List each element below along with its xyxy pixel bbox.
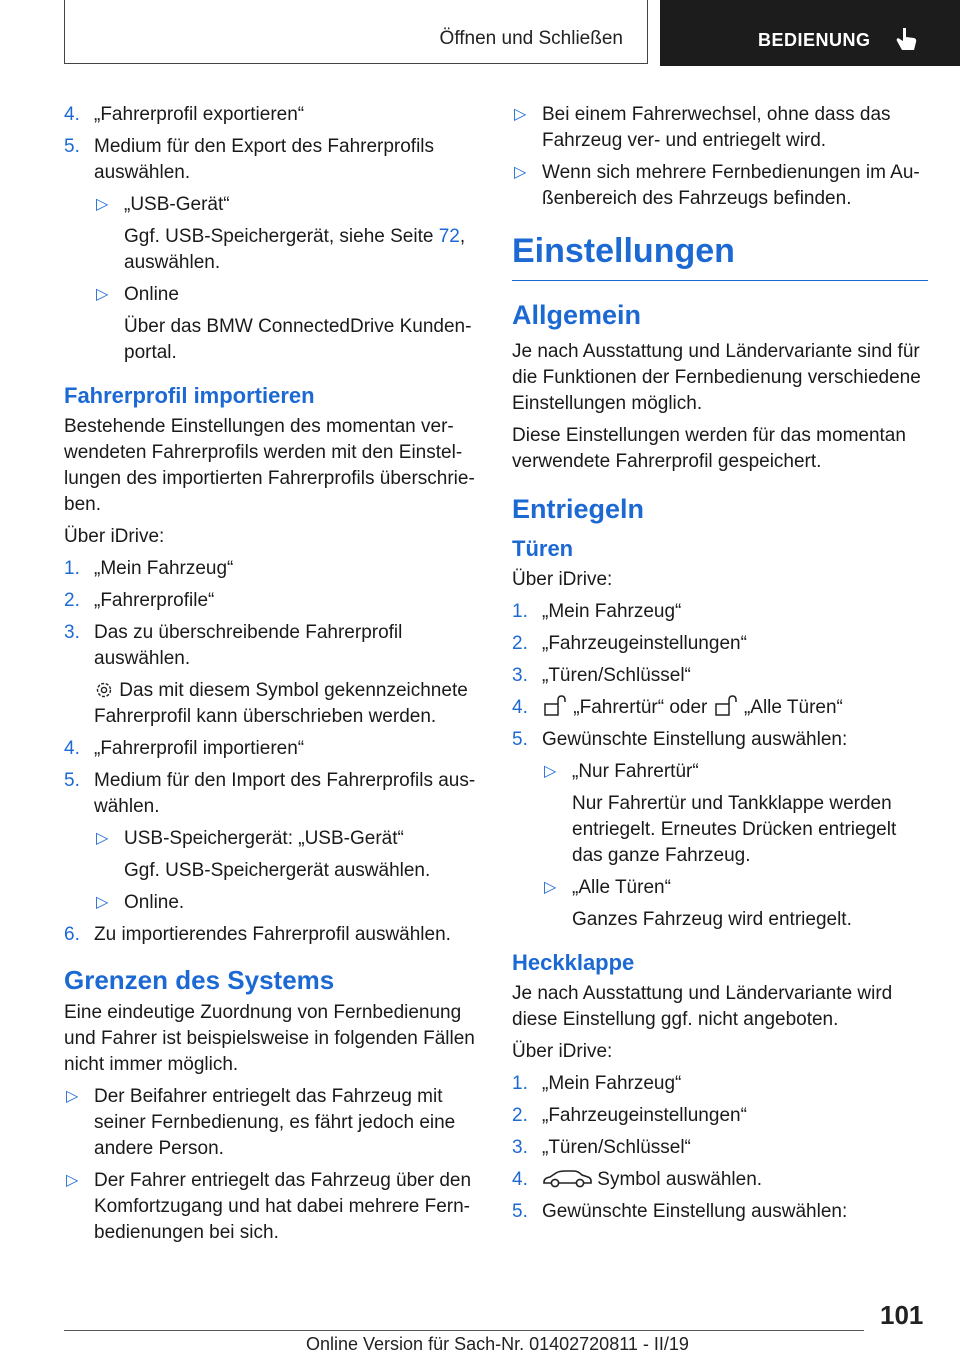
section-header-box — [64, 0, 648, 64]
step-text: „Türen/Schlüssel“ — [542, 665, 691, 686]
chapter-tab-label: BEDIENUNG — [758, 30, 871, 50]
import-steps — [64, 556, 476, 948]
paragraph: Eine eindeutige Zuordnung von Fernbedienung und Fahrer ist beispielsweise in folgenden Fällen nicht immer möglich. — [64, 1002, 475, 1075]
step-text: Symbol auswählen. — [597, 1169, 763, 1190]
option-note: Nur Fahrertür und Tankklappe werden entriegelt. Erneutes Drücken entriegelt das ganze Fahrzeug. — [572, 793, 897, 866]
step-text: „Fahrertür“ oder — [573, 697, 708, 718]
paragraph: Über iDrive: — [512, 1041, 613, 1062]
page-header — [0, 0, 960, 66]
note-text: Das mit diesem Symbol gekennzeichnete Fahrerprofil kann überschrieben werden. — [94, 680, 468, 727]
list-item — [64, 134, 476, 366]
note-text: Ggf. USB-Speichergerät, siehe Seite — [124, 226, 439, 247]
step-number: 5. — [512, 1201, 528, 1222]
export-steps — [64, 102, 476, 366]
list-item — [512, 160, 928, 212]
step-text: „Fahrerprofile“ — [94, 590, 215, 611]
unlocked-padlock-icon — [713, 695, 739, 717]
chapter-heading-settings: Einstellungen — [512, 232, 735, 270]
triangle-bullet-icon: ▷ — [66, 1088, 79, 1105]
list-item — [64, 588, 476, 614]
list-item — [64, 1084, 476, 1162]
step-text: „Fahrzeugeinstellungen“ — [542, 1105, 747, 1126]
list-item — [512, 102, 928, 154]
list-item — [512, 1167, 928, 1193]
step-text: „Alle Türen“ — [743, 697, 843, 718]
step-text: „Fahrerprofil exportieren“ — [94, 104, 305, 125]
car-icon — [542, 1169, 592, 1189]
option-label: Online. — [124, 892, 185, 913]
list-item — [94, 890, 476, 916]
section-heading-general: Allgemein — [512, 300, 642, 330]
gear-icon — [94, 680, 114, 700]
bullet-text: Der Beifahrer entriegelt das Fahrzeug mit seiner Fernbedienung, es fährt jedoch eine andere Person. — [94, 1086, 456, 1159]
bullet-text: Der Fahrer entriegelt das Fahrzeug über den Komfortzugang und hat dabei mehrere Fernbedienungen bei sich. — [94, 1170, 472, 1243]
step-text: Medium für den Import des Fahrerprofils auswählen. — [94, 770, 476, 817]
step-number: 5. — [64, 136, 80, 157]
list-item — [512, 695, 928, 721]
bullet-text: Bei einem Fahrerwechsel, ohne dass das Fahrzeug ver- und entriegelt wird. — [542, 104, 891, 151]
paragraph: Diese Einstellungen werden für das momentan verwendete Fahrerprofil gespeichert. — [512, 425, 906, 472]
step-text: „Mein Fahrzeug“ — [94, 558, 234, 579]
list-item — [94, 282, 476, 366]
option-note: Über das BMW ConnectedDrive Kundenportal. — [124, 316, 472, 363]
section-heading-unlock: Entriegeln — [512, 494, 645, 524]
page-number: 101 — [880, 1300, 924, 1330]
step-text: „Mein Fahrzeug“ — [542, 1073, 682, 1094]
step-text: „Türen/Schlüssel“ — [542, 1137, 691, 1158]
pointing-hand-icon — [894, 26, 920, 52]
paragraph: Je nach Ausstattung und Ländervariante wird diese Einstellung ggf. nicht angeboten. — [512, 983, 893, 1030]
doors-steps — [512, 599, 928, 933]
list-item — [94, 192, 476, 276]
list-item — [512, 599, 928, 625]
list-item — [64, 922, 476, 948]
doors-options — [542, 759, 928, 933]
left-column — [64, 102, 476, 1252]
page-link[interactable]: 72 — [438, 226, 460, 247]
step-number: 3. — [512, 1137, 528, 1158]
step-number: 2. — [512, 1105, 528, 1126]
section-heading-doors: Türen — [512, 536, 574, 561]
triangle-bullet-icon: ▷ — [96, 196, 109, 213]
step-number: 1. — [512, 601, 528, 622]
export-options — [94, 192, 476, 366]
step-text: Zu importierendes Fahrerprofil auswählen. — [94, 924, 451, 945]
step-text: „Fahrerprofil importieren“ — [94, 738, 305, 759]
right-column — [512, 102, 928, 1231]
section-heading-import: Fahrerprofil importieren — [64, 383, 315, 408]
list-item — [64, 102, 476, 128]
triangle-bullet-icon: ▷ — [544, 763, 557, 780]
list-item — [512, 1071, 928, 1097]
list-item — [64, 556, 476, 582]
step-number: 1. — [512, 1073, 528, 1094]
step-number: 3. — [64, 622, 80, 643]
step-number: 1. — [64, 558, 80, 579]
paragraph: Über iDrive: — [64, 526, 165, 547]
list-item — [64, 620, 476, 730]
footer-rule — [64, 1330, 864, 1331]
list-item — [64, 1168, 476, 1246]
triangle-bullet-icon: ▷ — [96, 894, 109, 911]
step-text: „Mein Fahrzeug“ — [542, 601, 682, 622]
step-number: 5. — [512, 729, 528, 750]
step-number: 5. — [64, 770, 80, 791]
step-number: 2. — [512, 633, 528, 654]
triangle-bullet-icon: ▷ — [544, 879, 557, 896]
paragraph: Je nach Ausstattung und Ländervariante sind für die Funktionen der Fernbedienung verschiedene Einstellungen möglich. — [512, 341, 921, 414]
step-number: 3. — [512, 665, 528, 686]
section-title: Öffnen und Schließen — [439, 28, 623, 49]
list-item — [512, 727, 928, 933]
step-text: Medium für den Export des Fahrerprofils auswählen. — [94, 136, 435, 183]
paragraph: Über iDrive: — [512, 569, 613, 590]
step-number: 4. — [512, 1169, 528, 1190]
section-heading-tailgate: Heckklappe — [512, 950, 635, 975]
paragraph: Bestehende Einstellungen des momentan verwendeten Fahrerprofils werden mit den Einstellungen des importierten Fahrerprofils überschrieben. — [64, 416, 475, 515]
list-item — [542, 875, 928, 933]
limits-list — [64, 1084, 476, 1246]
heading-rule — [512, 280, 928, 281]
symbol-note — [94, 678, 476, 730]
triangle-bullet-icon: ▷ — [96, 830, 109, 847]
option-label: „Nur Fahrertür“ — [572, 761, 699, 782]
option-label: Online — [124, 284, 179, 305]
step-number: 4. — [64, 738, 80, 759]
bullet-text: Wenn sich mehrere Fernbedienungen im Außenbereich des Fahrzeugs befinden. — [542, 162, 920, 209]
footer-text: Online Version für Sach-Nr. 01402720811 - II/19 — [306, 1334, 689, 1354]
triangle-bullet-icon: ▷ — [96, 286, 109, 303]
chapter-tab — [660, 0, 960, 66]
option-note: Ganzes Fahrzeug wird entriegelt. — [572, 909, 852, 930]
triangle-bullet-icon: ▷ — [514, 164, 527, 181]
option-note: Ggf. USB-Speichergerät auswählen. — [124, 860, 431, 881]
list-item — [512, 1199, 928, 1225]
step-number: 4. — [64, 104, 80, 125]
unlocked-padlock-icon — [542, 695, 568, 717]
list-item — [542, 759, 928, 869]
list-item — [64, 768, 476, 916]
step-number: 6. — [64, 924, 80, 945]
step-text: Gewünschte Einstellung auswählen: — [542, 1201, 848, 1222]
limits-list-continued — [512, 102, 928, 212]
triangle-bullet-icon: ▷ — [514, 106, 527, 123]
step-text: „Fahrzeugeinstellungen“ — [542, 633, 747, 654]
step-number: 2. — [64, 590, 80, 611]
list-item — [94, 826, 476, 884]
list-item — [64, 736, 476, 762]
option-label: „USB-Gerät“ — [124, 194, 230, 215]
step-number: 4. — [512, 697, 528, 718]
list-item — [512, 663, 928, 689]
list-item — [512, 1135, 928, 1161]
section-heading-limits: Grenzen des Systems — [64, 965, 335, 995]
option-label: „Alle Türen“ — [572, 877, 671, 898]
triangle-bullet-icon: ▷ — [66, 1172, 79, 1189]
note-text: , auswählen. — [124, 226, 466, 273]
step-text: Gewünschte Einstellung auswählen: — [542, 729, 848, 750]
tailgate-steps — [512, 1071, 928, 1225]
option-label: USB-Speichergerät: „USB-Gerät“ — [124, 828, 404, 849]
step-text: Das zu überschreibende Fahrerprofil auswählen. — [94, 622, 403, 669]
list-item — [512, 631, 928, 657]
import-options — [94, 826, 476, 916]
list-item — [512, 1103, 928, 1129]
option-note — [124, 224, 476, 276]
